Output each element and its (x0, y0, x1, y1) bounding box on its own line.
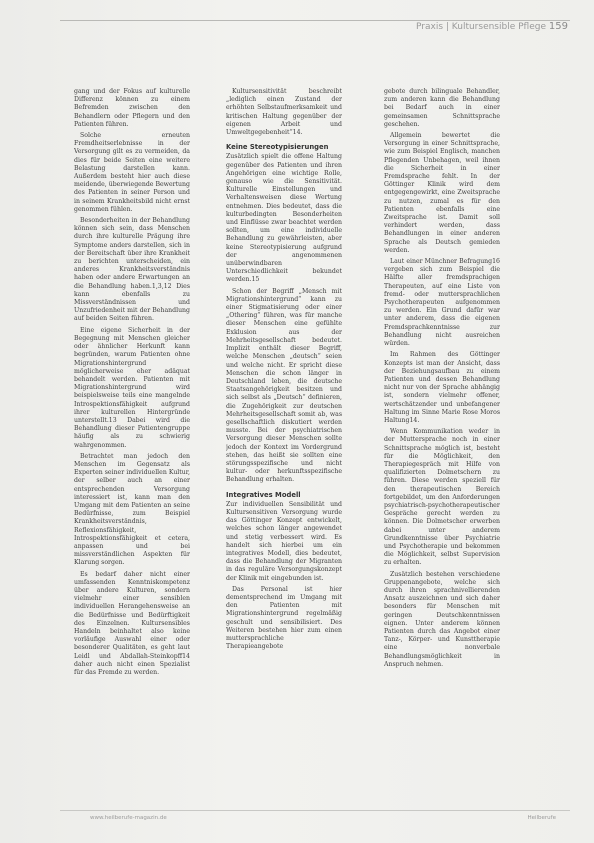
page-number: 159 (548, 21, 568, 32)
paragraph: Zur individuellen Sensibilität und Kultursensitiven Versorgung wurde das Göttinger Konzept entwickelt, welches schon länger angewendet und stetig verbessert wird. Es handelt sich hierbei um ein integratives Modell, dies bedeutet, dass die Behandlung der Migranten in das reguläre Versorgungskonzept der Klinik mit eingebunden ist. (226, 500, 342, 582)
paragraph: Solche erneuten Fremdheitserlebnisse in der Versorgung gilt es zu vermeiden, da dies für beide Seiten eine weitere Belastung darstellen kann. Außerdem besteht hier auch diese meidende, überwiegende Bewertung des Patienten in seiner Person und in seinem Krankheitsbild nicht ernst genommen fühlen. (74, 132, 190, 213)
header-rule (60, 20, 570, 21)
paragraph: Kultursensitivität beschreibt „lediglich einen Zustand der erhöhten Selbstaufmerksamkeit und kritischen Haltung gegenüber der eigenen Arbeit und Umweltgegebenheit“14. (226, 88, 342, 137)
paragraph: Besonderheiten in der Behandlung können sich sein, dass Menschen durch ihre kulturelle Prägung ihre Symptome anders darstellen, sich in der Bereitschaft über ihre Krankheit zu berichten unterscheiden, ein anderes Krankheitsverständnis haben oder andere Erwartungen an die Behandlung haben.1,3,12 Dies kann ebenfalls zu Missverständnissen und Unzufriedenheit mit der Behandlung auf beiden Seiten führen. (74, 217, 190, 323)
paragraph: Betrachtet man jedoch den Menschen im Gegensatz als Experten seiner individuellen Kultur, der selber auch an einer entsprechenden Versorgung interessiert ist, kann man den Umgang mit dem Patienten an seine Bedürfnisse, zum Beispiel Krankheitsverständnis, Reflexionsfähigkeit, Introspektionsfähigkeit et cetera, anpassen und bei missverständlichen Aspekten für Klarung sorgen. (74, 452, 190, 567)
section-heading: Integratives Modell (226, 490, 301, 499)
text-column-3 (384, 88, 500, 768)
paragraph: Allgemein bewertet die Versorgung in einer Schnittsprache, wie zum Beispiel Englisch, manchen Pflegenden Unbehagen, weil ihnen die Sicherheit in einer Fremdsprache fehlt. In der Göttinger Klinik wird dem entgegengewirkt, eine Zweitsprache zu nutzen, zumal es für den Patienten ebenfalls eine Zweitsprache ist. Damit soll verhindert werden, dass Behandlungen in einer anderen Sprache als Deutsch gemieden werden. (384, 132, 500, 254)
footer-rule (60, 810, 570, 811)
paragraph: gang und der Fokus auf kulturelle Differenz können zu einem Befremden zwischen den Behandlern oder Pflegern und den Patienten führen. (74, 88, 190, 128)
paragraph: Eine eigene Sicherheit in der Begegnung mit Menschen gleicher oder ähnlicher Herkunft kann begründen, warum Patienten ohne Migrationshintergrund möglicherweise eher adäquat behandelt werden. Patienten mit Migrationshintergrund wird beispielsweise teils eine mangelnde Introspektionsfähigkeit aufgrund ihrer kulturellen Hintergründe unterstellt.13 Dabei wird die Behandlung dieser Patientengruppe häufig als zu schwierig wahrgenommen. (74, 326, 190, 449)
paragraph: Es bedarf daher nicht einer umfassenden Kenntniskompetenz über andere Kulturen, sondern vielmehr einer sensiblen individuellen Herangehensweise an die Bedürfnisse und Bedürftigkeit des Einzelnen. Kultursensibles Handeln beinhaltet also keine vorläufige Auswahl einer oder besonderer Qualitäten, es geht laut Leidl und Abdallah-Steinkopff14 daher auch nicht einen Spezialist für das Fremde zu werden. (74, 570, 190, 677)
running-head: Praxis | Kultursensible Pflege (416, 22, 546, 32)
footer-url: www.heilberufe-magazin.de (90, 815, 167, 821)
paragraph: Zusätzlich spielt die offene Haltung gegenüber des Patienten und ihren Angehörigen eine wichtige Rolle, genauso wie die Sensitivität. Kulturelle Einstellungen und Verhaltensweisen diese Wertung entnehmen. Dies bedeutet, dass die kulturbedingten Besonderheiten und Einflüsse zwar beachtet werden sollten, um eine individuelle Behandlung zu gewährleisten, aber keine Stereotypisierung aufgrund der angenommenen unüberwindbaren Unterschiedlichkeit bekundet werden.15 (226, 153, 342, 284)
paragraph: Im Rahmen des Göttinger Konzepts ist man der Ansicht, dass der Beziehungsaufbau zu einem Patienten und dessen Behandlung nicht nur von der Sprache abhängig ist, sondern vielmehr offener, wertschätzender und unbefangener Haltung im Sinne Marie Rose Moros Haltung14. (384, 351, 500, 424)
section-heading: Keine Stereotypisierungen (226, 143, 329, 152)
paragraph: Laut einer Münchner Befragung16 vergeben sich zum Beispiel die Hälfte aller fremdsprachigen Therapeuten, auf eine Liste von fremd- oder muttersprachlichen Psychotherapeuten aufgenommen zu werden. Ein Grund dafür war unter anderem, dass die eigenen Fremdsprachkenntnisse zur Behandlung nicht ausreichen würden. (384, 258, 500, 348)
paragraph: gebote durch bilinguale Behandler, zum anderen kann die Behandlung bei Bedarf auch in einer gemeinsamen Schnittsprache geschehen. (384, 88, 500, 128)
paragraph: Das Personal ist hier dementsprechend im Umgang mit den Patienten mit Migrationshintergrund regelmäßig geschult und sensibilisiert. Des Weiteren bestehen hier zum einen muttersprachliche Therapieangebote (226, 585, 342, 651)
paragraph: Zusätzlich bestehen verschiedene Gruppenangebote, welche sich durch ihren sprachnivellierenden Ansatz auszeichnen und sich daher besonders für Menschen mit geringen Deutschkenntnissen eignen. Unter anderem können Patienten durch das Angebot einer Tanz-, Körper- und Kunsttherapie eine nonverbale Behandlungsmöglichkeit in Anspruch nehmen. (384, 570, 500, 668)
text-column-1 (74, 88, 190, 738)
footer-magazine-name: Heilberufe (527, 815, 556, 821)
paragraph: Wenn Kommunikation weder in der Muttersprache noch in einer Schnittsprache möglich ist, besteht für die Möglichkeit, den Therapiegespräch mit Hilfe von qualifizierten Dolmetschern zu führen. Diese werden speziell für den therapeutischen Bereich fortgebildet, um den Anforderungen psychiatrisch-psychotherapeutischer Gespräche gerecht werden zu können. Die Dolmetscher erwerben dabei unter anderem Grundkenntnisse über Psychiatrie und Psychotherapie und bekommen die Möglichkeit, selbst Supervision zu erhalten. (384, 428, 500, 567)
paragraph: Schon der Begriff „Mensch mit Migrationshintergrund“ kann zu einer Stigmatisierung oder einer „Othering“ führen, was für manche dieser Menschen eine gefühlte Exklusion aus der Mehrheitsgesellschaft bedeutet. Implizit enthält dieser Begriff, welche Menschen „deutsch“ seien und welche nicht. Er spricht diese Menschen die schon länger in Deutschland leben, die deutsche Staatsangehörigkeit besitzen und sich selbst als „Deutsch“ definieren, die Zugehörigkeit zur deutschen Mehrheitsgesellschaft somit ab, was gesellschaftlich diskutiert werden musste. Bei der psychiatrischen Versorgung dieser Menschen sollte jedoch der Kontext im Vordergrund stehen, das heißt sie sollten eine störungsspezifische und nicht kultur- oder herkunftsspezifische Behandlung erhalten. (226, 287, 342, 484)
text-column-2 (226, 88, 342, 768)
